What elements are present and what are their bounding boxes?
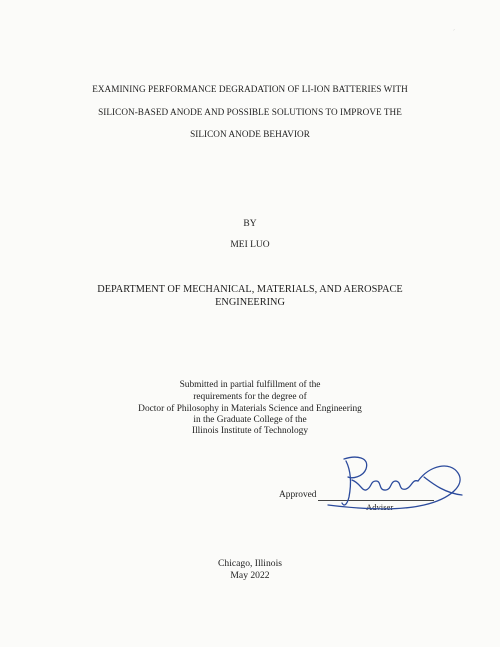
submission-line-3: Doctor of Philosophy in Materials Science and Engineering: [138, 404, 362, 414]
title-line-2: SILICON-BASED ANODE AND POSSIBLE SOLUTIONS TO IMPROVE THE: [98, 107, 402, 117]
submission-line-4: in the Graduate College of the: [193, 415, 307, 425]
submission-line-1: Submitted in partial fulfillment of the: [179, 380, 321, 390]
by-label: BY: [243, 219, 257, 229]
title-line-3: SILICON ANODE BEHAVIOR: [190, 129, 310, 139]
title-line-1: EXAMINING PERFORMANCE DEGRADATION OF LI-ION BATTERIES WITH: [92, 84, 408, 94]
approved-label: Approved: [279, 490, 317, 500]
location: Chicago, Illinois: [218, 558, 282, 569]
adviser-label: Adviser: [366, 502, 394, 512]
department-line-1: DEPARTMENT OF MECHANICAL, MATERIALS, AND AEROSPACE: [97, 284, 403, 295]
scan-corner-mark: ´: [453, 30, 455, 36]
date: May 2022: [230, 570, 270, 581]
submission-line-2: requirements for the degree of: [193, 392, 307, 402]
submission-line-5: Illinois Institute of Technology: [191, 426, 309, 436]
department-line-2: ENGINEERING: [215, 297, 285, 308]
adviser-signature: [300, 447, 475, 522]
author-name: MEI LUO: [230, 240, 270, 250]
